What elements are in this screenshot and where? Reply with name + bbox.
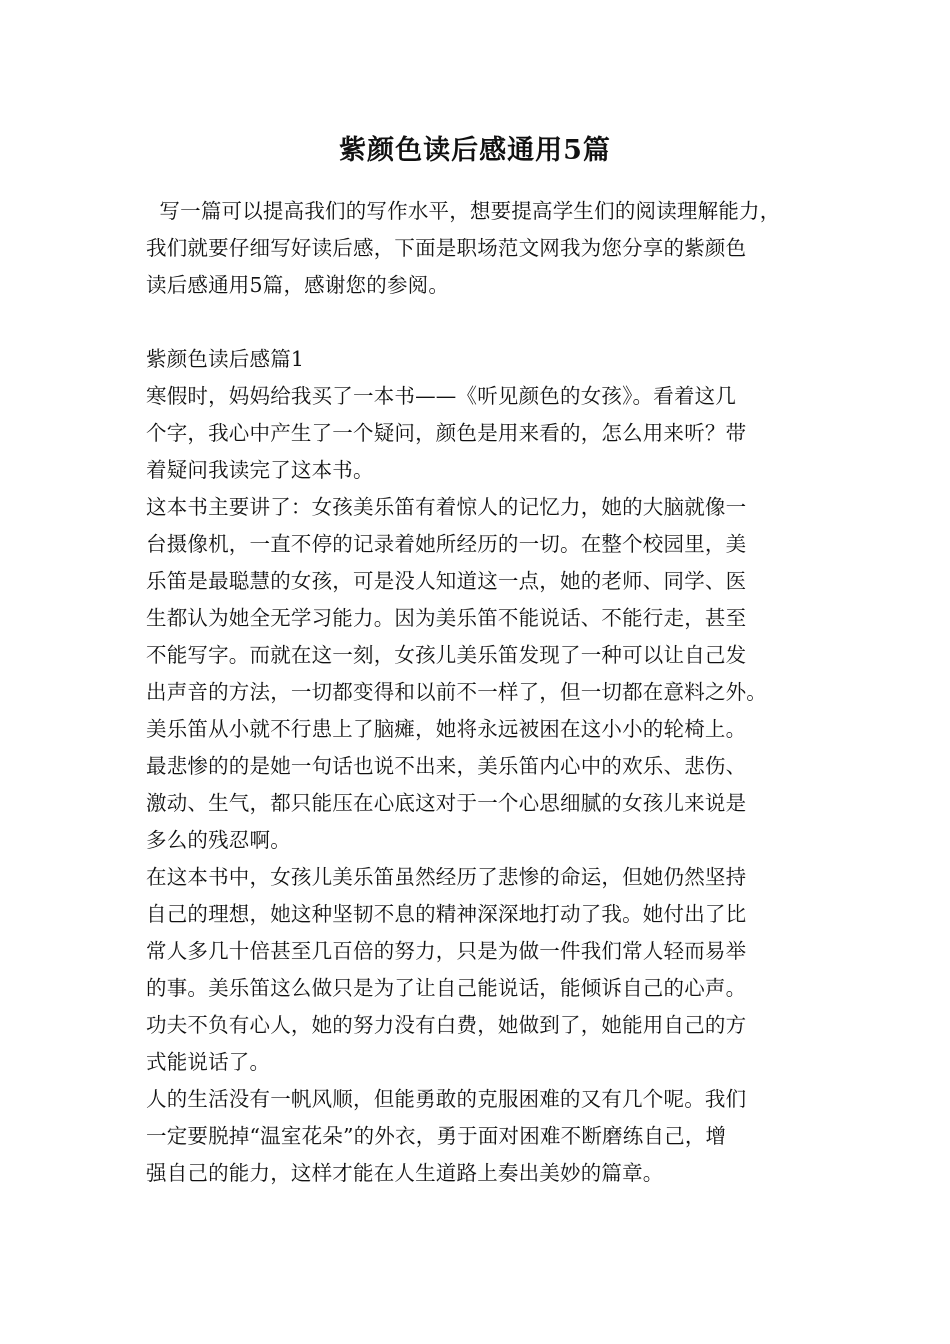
text-line: 紫颜色读后感篇1 xyxy=(146,347,305,371)
text-line: 的事。美乐笛这么做只是为了让自己能说话，能倾诉自己的心声。 xyxy=(146,976,747,1000)
page-title: 紫颜色读后感通用5篇 xyxy=(339,135,611,166)
text-line: 写一篇可以提高我们的写作水平，想要提高学生们的阅读理解能力， xyxy=(146,199,781,223)
text-line: 最悲惨的的是她一句话也说不出来，美乐笛内心中的欢乐、悲伤、 xyxy=(146,754,747,778)
text-line: 个字，我心中产生了一个疑问，颜色是用来看的，怎么用来听？带 xyxy=(146,421,747,445)
text-line: 在这本书中，女孩儿美乐笛虽然经历了悲惨的命运，但她仍然坚持 xyxy=(146,865,747,889)
text-line: 读后感通用5篇，感谢您的参阅。 xyxy=(146,273,450,297)
text-line: 乐笛是最聪慧的女孩，可是没人知道这一点，她的老师、同学、医 xyxy=(146,569,747,593)
text-line: 我们就要仔细写好读后感，下面是职场范文网我为您分享的紫颜色 xyxy=(146,236,747,260)
text-line: 台摄像机，一直不停的记录着她所经历的一切。在整个校园里，美 xyxy=(146,532,747,556)
text-line: 寒假时，妈妈给我买了一本书——《听见颜色的女孩》。看着这几 xyxy=(146,384,737,408)
text-line: 功夫不负有心人，她的努力没有白费，她做到了，她能用自己的方 xyxy=(146,1013,747,1037)
text-line: 出声音的方法，一切都变得和以前不一样了，但一切都在意料之外。 xyxy=(146,680,767,704)
text-line: 一定要脱掉“温室花朵”的外衣，勇于面对困难不断磨练自己，增 xyxy=(146,1124,727,1148)
text-line: 式能说话了。 xyxy=(146,1050,271,1074)
text-line: 自己的理想，她这种坚韧不息的精神深深地打动了我。她付出了比 xyxy=(146,902,747,926)
text-line: 人的生活没有一帆风顺，但能勇敢的克服困难的又有几个呢。我们 xyxy=(146,1087,747,1111)
blank-line xyxy=(146,304,818,341)
document-body xyxy=(146,193,818,1192)
text-line: 激动、生气，都只能压在心底这对于一个心思细腻的女孩儿来说是 xyxy=(146,791,747,815)
text-line: 美乐笛从小就不行患上了脑瘫，她将永远被困在这小小的轮椅上。 xyxy=(146,717,747,741)
text-line: 这本书主要讲了：女孩美乐笛有着惊人的记忆力，她的大脑就像一 xyxy=(146,495,747,519)
text-line: 着疑问我读完了这本书。 xyxy=(146,458,374,482)
text-line: 多么的残忍啊。 xyxy=(146,828,291,852)
text-line: 不能写字。而就在这一刻，女孩儿美乐笛发现了一种可以让自己发 xyxy=(146,643,747,667)
text-line: 常人多几十倍甚至几百倍的努力，只是为做一件我们常人轻而易举 xyxy=(146,939,747,963)
text-line: 强自己的能力，这样才能在人生道路上奏出美妙的篇章。 xyxy=(146,1161,664,1185)
text-line: 生都认为她全无学习能力。因为美乐笛不能说话、不能行走，甚至 xyxy=(146,606,747,630)
